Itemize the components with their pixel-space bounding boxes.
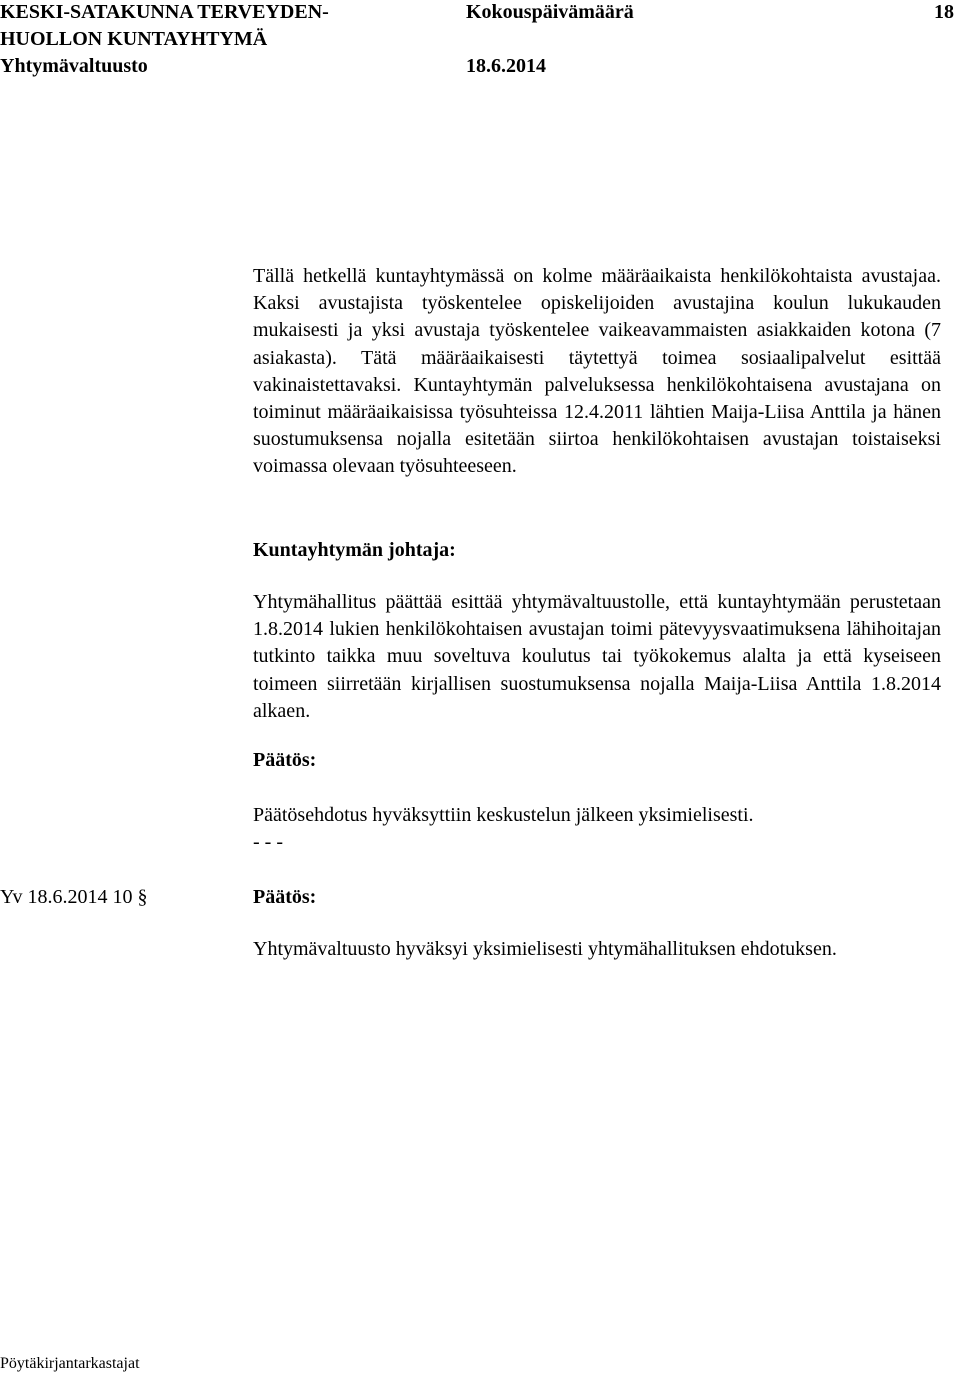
separator: - - - — [253, 831, 283, 853]
director-label: Kuntayhtymän johtaja: — [253, 539, 456, 561]
proposal-paragraph: Yhtymähallitus päättää esittää yhtymävaltuustolle, että kuntayhtymään perustetaan 1.8.2014 lukien henkilökohtaisen avustajan toimi pätevyysvaatimuksena lähihoitajan tutkinto taikka muu soveltuva koulutus tai työkokemus alalta ja että kyseiseen toimeen siirretään kirjallisen suostumuksensa nojalla Maija-Liisa Anttila 1.8.2014 alkaen. — [253, 591, 941, 722]
decision-label: Päätös: — [253, 749, 317, 771]
footer-label: Pöytäkirjantarkastajat — [0, 1355, 140, 1372]
meeting-date-label: Kokouspäivämäärä — [466, 1, 634, 23]
governing-body-name: Yhtymävaltuusto — [0, 55, 148, 77]
page-number: 18 — [934, 1, 954, 23]
decision-text-2: Yhtymävaltuusto hyväksyi yksimielisesti yhtymähallituksen ehdotuksen. — [253, 938, 837, 960]
organization-name-line2: HUOLLON KUNTAYHTYMÄ — [0, 28, 268, 50]
decision-label-2: Päätös: — [253, 886, 317, 908]
intro-paragraph: Tällä hetkellä kuntayhtymässä on kolme määräaikaista henkilökohtaista avustajaa. Kaksi avustajista työskentelee opiskelijoiden avustajina koulun lukukauden mukaisesti ja yksi avustaja työskentelee vaikeavammaisten asiakkaiden kotona (7 asiakasta). Tätä määräaikaisesti täytettyä toimea sosiaalipalvelut esittää vakinaistettavaksi. Kuntayhtymän palveluksessa henkilökohtaisena avustajana on toiminut määräaikaisissa työsuhteissa 12.4.2011 lähtien Maija-Liisa Anttila ja hänen suostumuksensa nojalla esitetään siirtoa henkilökohtaisen avustajan toistaiseksi voimassa olevaan työsuhteeseen. — [253, 265, 941, 478]
organization-name-line1: KESKI-SATAKUNNA TERVEYDEN- — [0, 1, 329, 23]
meeting-date: 18.6.2014 — [466, 55, 546, 77]
proposal-paragraph-block — [253, 589, 941, 725]
section-reference: Yv 18.6.2014 10 § — [0, 886, 148, 908]
intro-paragraph-block — [253, 263, 941, 481]
decision-text: Päätösehdotus hyväksyttiin keskustelun jälkeen yksimielisesti. — [253, 804, 754, 826]
